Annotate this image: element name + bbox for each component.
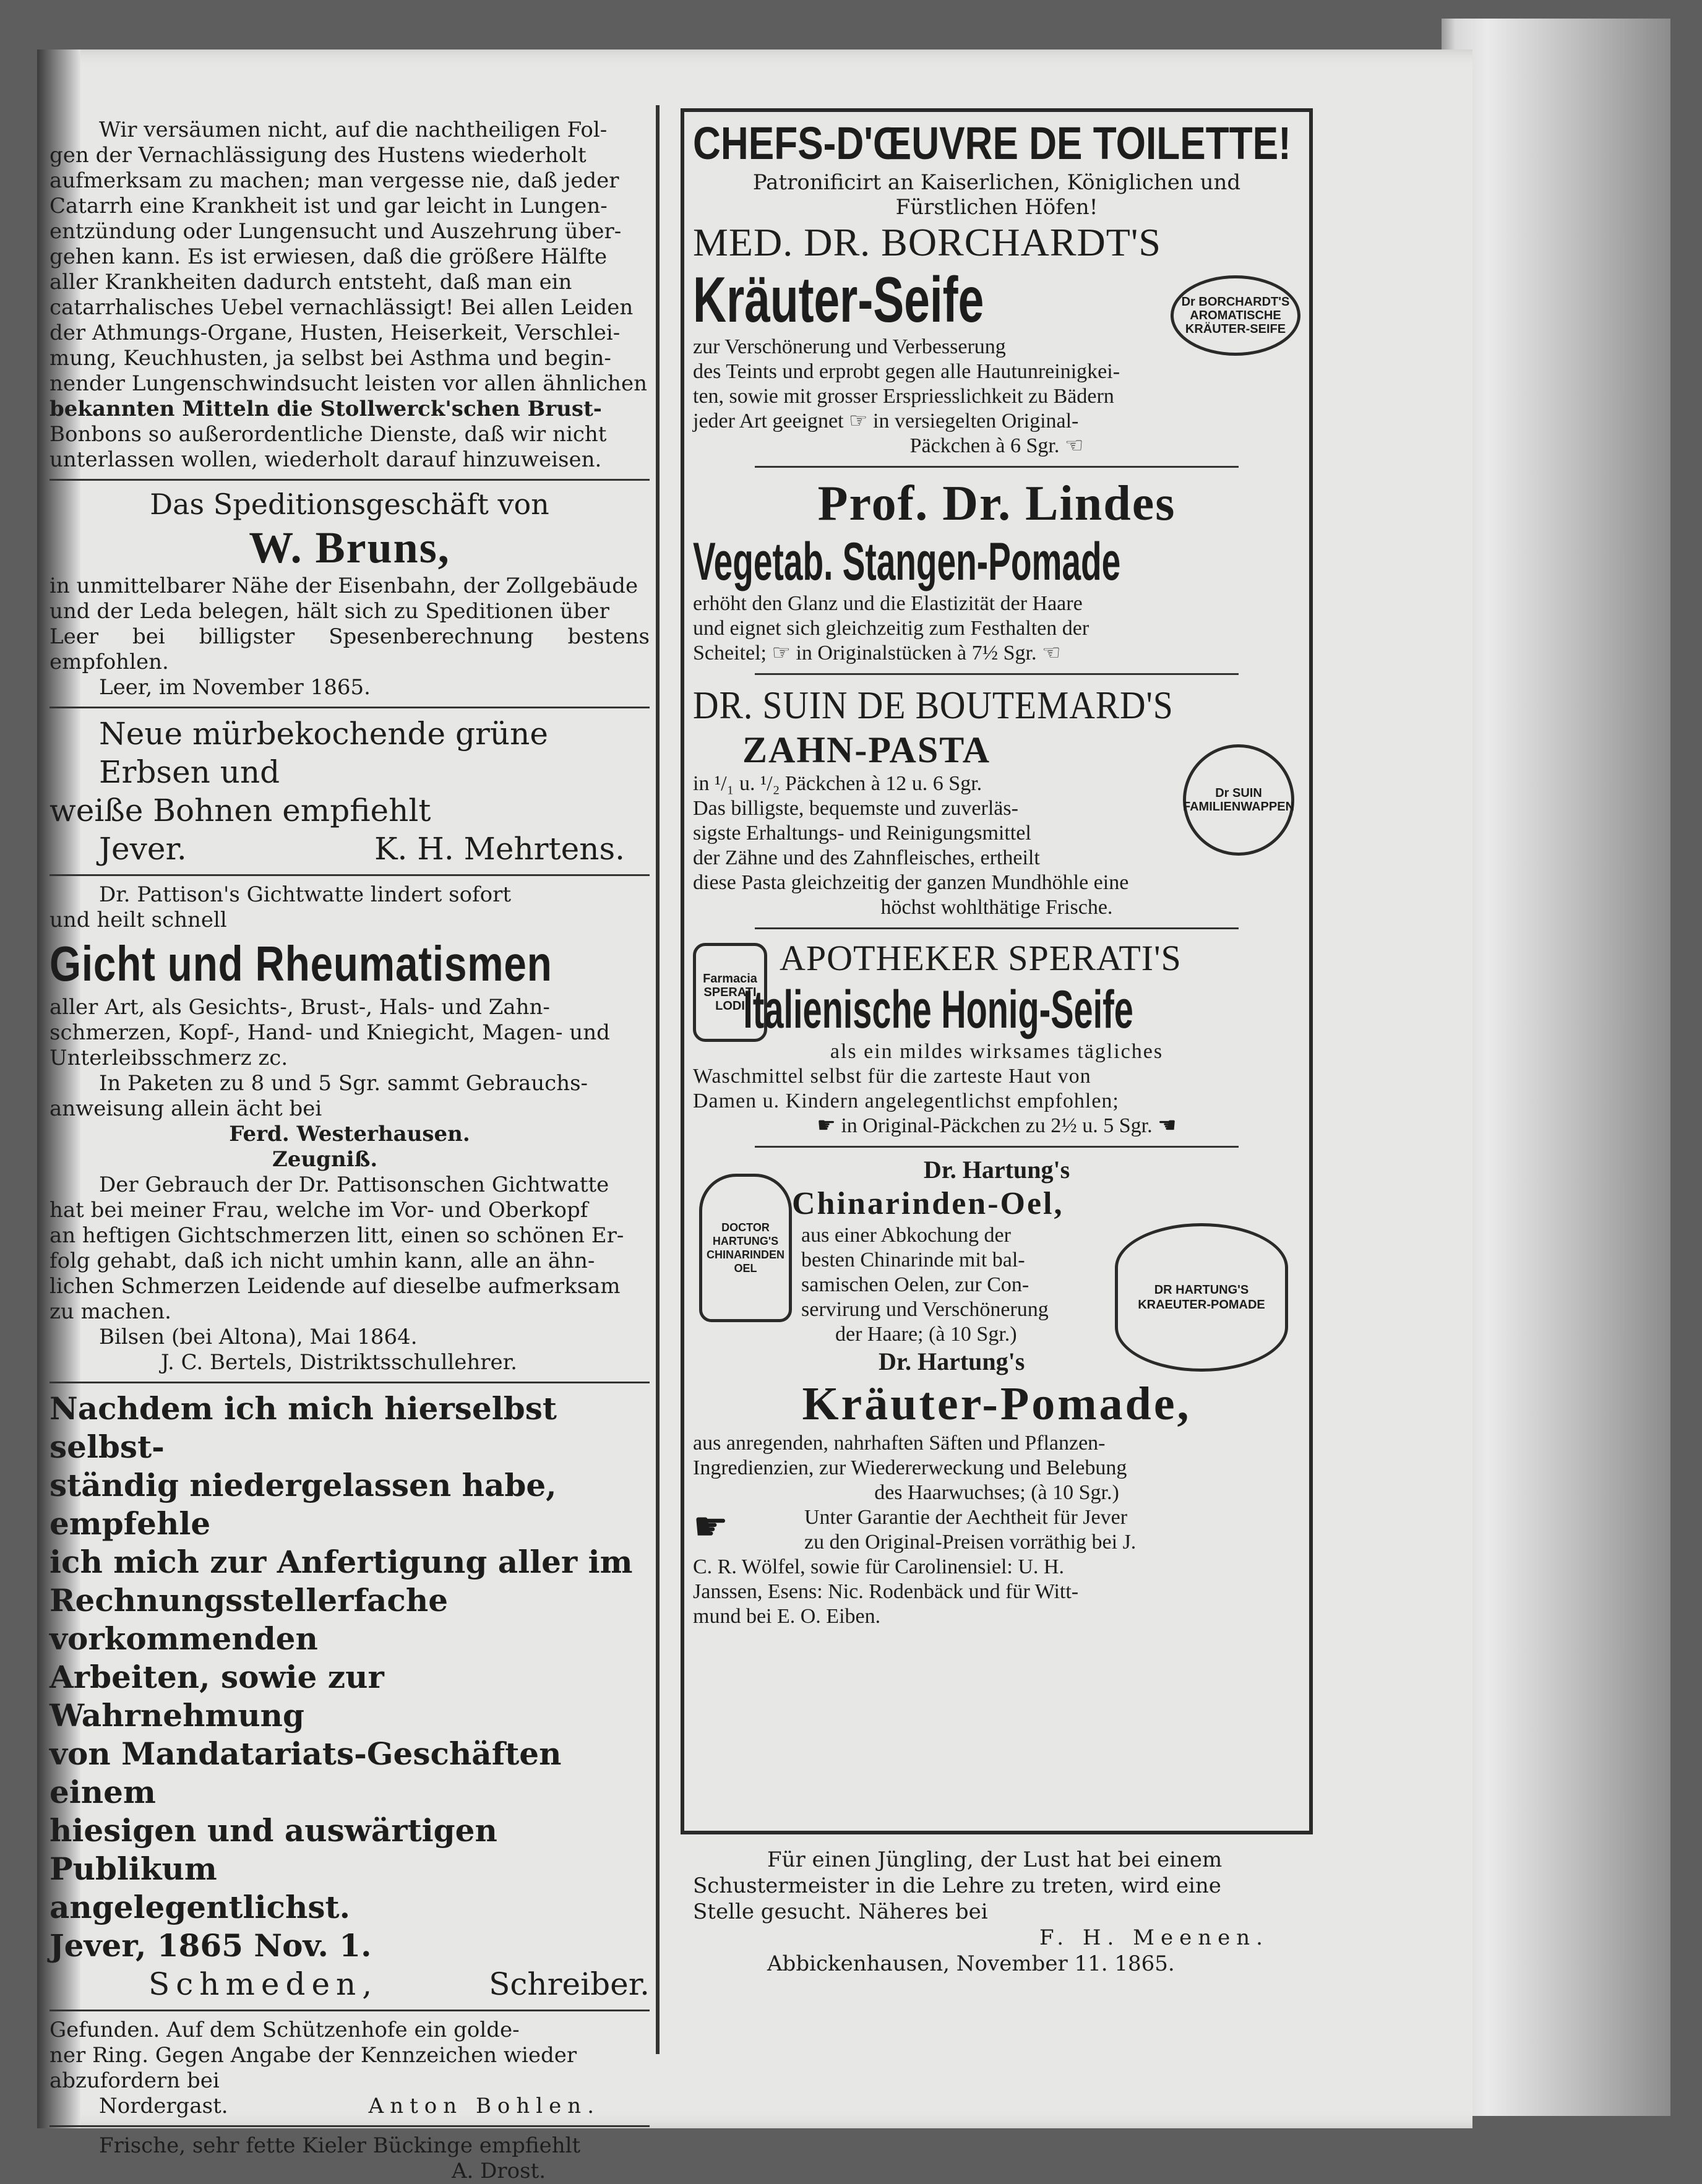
text-line: Nachdem ich mich hierselbst selbst- xyxy=(49,1390,557,1465)
text-line: aufmerksam zu machen; man vergesse nie, daß jeder xyxy=(49,168,619,193)
text-line: Janssen, Esens: Nic. Rodenbäck und für Witt- xyxy=(693,1580,1079,1603)
text-line: Leer bei billigster Spesenberechnung bestens empfohlen. xyxy=(49,624,650,674)
stollwerck-notice xyxy=(49,118,650,473)
hartung-section xyxy=(693,1155,1300,1629)
place: Nordergast. xyxy=(99,2094,228,2118)
text-line: der Athmungs-Organe, Husten, Heiserkeit, Verschlei- xyxy=(49,320,621,345)
text-line: folg gehabt, daß ich nicht umhin kann, alle an ähn- xyxy=(49,1249,595,1273)
divider xyxy=(49,874,650,876)
seal-text: Dr BORCHARDT'S AROMATISCHE KRÄUTER-SEIFE xyxy=(1181,295,1290,336)
merchant-name: A. Drost. xyxy=(452,2159,546,2183)
text-line: Stelle gesucht. Näheres bei xyxy=(693,1899,988,1924)
gefunden-notice xyxy=(49,2018,650,2119)
text-line: in ¹/₁ u. ¹/₂ Päckchen à 12 u. 6 Sgr. xyxy=(693,772,982,795)
suin-seal xyxy=(1183,744,1294,856)
text-line: Arbeiten, sowie zur Wahrnehmung xyxy=(49,1659,384,1734)
divider xyxy=(755,927,1239,929)
borchardt-seal xyxy=(1171,275,1300,356)
text-line: besten Chinarinde mit bal- xyxy=(801,1249,1025,1271)
text-line: und heilt schnell xyxy=(49,908,227,932)
text-line: nender Lungenschwindsucht leisten vor allen ähnlichen xyxy=(49,371,647,396)
text-line: Bonbons so außerordentliche Dienste, daß wir nicht xyxy=(49,422,607,447)
place: Jever. xyxy=(99,831,187,867)
text-line: aller Krankheiten dadurch entsteht, daß man ein xyxy=(49,270,572,294)
text-line: Waschmittel selbst für die zarteste Haut von xyxy=(693,1065,1091,1088)
text-line: samischen Oelen, zur Con- xyxy=(801,1273,1029,1296)
text-line: Patronificirt an Kaiserlichen, Königlichen und xyxy=(752,170,1241,195)
contact-name: F. H. Meenen. xyxy=(1039,1925,1269,1950)
text-line: mung, Keuchhusten, ja selbst bei Asthma und begin- xyxy=(49,346,611,371)
seal-text: Dr SUIN FAMILIENWAPPEN xyxy=(1183,786,1295,814)
text-line: In Paketen zu 8 und 5 Sgr. sammt Gebrauchs- xyxy=(99,1071,588,1096)
book-page-edges xyxy=(1442,19,1670,2116)
left-column xyxy=(49,118,650,2184)
text-line: höchst wohlthätige Frische. xyxy=(880,896,1113,919)
divider xyxy=(49,707,650,708)
text-line: Gefunden. Auf dem Schützenhofe ein golde- xyxy=(49,2018,520,2042)
text-line: Das billigste, bequemste und zuverläs- xyxy=(693,797,1018,820)
product-name: ZAHN-PASTA xyxy=(742,729,991,770)
text-line: gehen kann. Es ist erwiesen, daß die größere Hälfte xyxy=(49,244,608,269)
jar-label: DR HARTUNG'S KRAEUTER-POMADE xyxy=(1138,1283,1265,1312)
product-name: Kräuter-Seife xyxy=(693,264,984,336)
text-line: an heftigen Gichtschmerzen litt, einen so schönen Er- xyxy=(49,1223,624,1248)
text-line: Ingredienzien, zur Wiedererweckung und Belebung xyxy=(693,1456,1127,1479)
product-maker: Dr. Hartung's xyxy=(923,1156,1070,1184)
text-line: Schustermeister in die Lehre zu treten, wird eine xyxy=(693,1873,1221,1898)
text-line: zu machen. xyxy=(49,1299,171,1324)
text-line: lichen Schmerzen Leidende auf dieselbe aufmerksam xyxy=(49,1274,621,1299)
schmeden-advert xyxy=(49,1390,650,2003)
text-line: als ein mildes wirksames tägliches xyxy=(830,1040,1164,1063)
seller-name: Ferd. Westerhausen. xyxy=(229,1122,470,1146)
text-line: zur Verschönerung und Verbesserung xyxy=(693,335,1006,358)
text-line: Der Gebrauch der Dr. Pattisonschen Gichtwatte xyxy=(99,1172,609,1197)
sperati-section xyxy=(693,937,1300,1138)
product-name: Italienische Honig-Seife xyxy=(743,980,1133,1039)
text-line: Dr. Pattison's Gichtwatte lindert sofort xyxy=(99,882,512,907)
text-line: erhöht den Glanz und die Elastizität der Haare xyxy=(693,592,1083,615)
divider xyxy=(755,673,1239,675)
text-line: Damen u. Kindern angelegentlichst empfohlen; xyxy=(693,1090,1119,1112)
text-line: C. R. Wölfel, sowie für Carolinensiel: U. H. xyxy=(693,1555,1064,1578)
text-line: anweisung allein ächt bei xyxy=(49,1096,322,1121)
text-line: hiesigen und auswärtigen Publikum xyxy=(49,1812,497,1887)
text-line: hat bei meiner Frau, welche im Vor- und Oberkopf xyxy=(49,1198,588,1223)
text-line: aus anregenden, nahrhaften Säften und Pflanzen- xyxy=(693,1432,1106,1455)
product-maker: MED. DR. BORCHARDT'S xyxy=(693,220,1161,264)
text-line: Unterleibsschmerz zc. xyxy=(49,1046,288,1070)
text-line: des Teints und erprobt gegen alle Hautunreinigkei- xyxy=(693,360,1120,383)
pattison-advert xyxy=(49,882,650,1375)
text-line: ten, sowie mit grosser Erspriesslichkeit zu Bädern xyxy=(693,385,1114,408)
product-maker: Dr. Hartung's xyxy=(879,1348,1025,1375)
product-name: Vegetab. Stangen-Pomade xyxy=(693,532,1121,591)
text-line: abzufordern bei xyxy=(49,2068,220,2093)
text-line: jeder Art geeignet ☞ in versiegelten Original- xyxy=(693,410,1079,432)
product-name: Kräuter-Pomade, xyxy=(802,1378,1192,1430)
text-line: sigste Erhaltungs- und Reinigungsmittel xyxy=(693,822,1031,845)
place-date: Abbickenhausen, November 11. 1865. xyxy=(767,1951,1175,1976)
advert-date: Leer, im November 1865. xyxy=(99,675,371,700)
text-line: aus einer Abkochung der xyxy=(801,1224,1011,1247)
advert-date: Jever, 1865 Nov. 1. xyxy=(49,1927,372,1964)
product-maker: Prof. Dr. Lindes xyxy=(817,476,1176,531)
text-line: Päckchen à 6 Sgr. ☜ xyxy=(909,434,1084,457)
product-maker: DR. SUIN DE BOUTEMARD'S xyxy=(693,683,1174,727)
guarantee-block xyxy=(693,1505,1300,1629)
text-line: Neue mürbekochende grüne Erbsen und xyxy=(99,716,548,790)
text-line: Unter Garantie der Aechtheit für Jever xyxy=(804,1506,1128,1529)
divider xyxy=(49,479,650,481)
signer-name: Schmeden, xyxy=(148,1966,379,2002)
text-line: Frische, sehr fette Kieler Bückinge empfiehlt xyxy=(99,2133,581,2158)
text-line: servirung und Verschönerung xyxy=(801,1298,1049,1321)
text-line: Für einen Jüngling, der Lust hat bei einem xyxy=(767,1847,1223,1872)
finder-name: Anton Bohlen. xyxy=(368,2094,600,2118)
text-line: diese Pasta gleichzeitig der ganzen Mundhöhle eine xyxy=(693,871,1129,894)
product-name: Chinarinden-Oel, xyxy=(792,1186,1064,1221)
signer: J. C. Bertels, Distriktsschullehrer. xyxy=(161,1350,517,1375)
text-line: Scheitel; ☞ in Originalstücken à 7½ Sgr. ☜ xyxy=(693,642,1061,664)
text-line: schmerzen, Kopf-, Hand- und Kniegicht, Magen- und xyxy=(49,1020,610,1045)
erbsen-advert xyxy=(49,715,650,868)
text-line: catarrhalisches Uebel vernachlässigt! Bei allen Leiden xyxy=(49,295,634,320)
hartung-jar-illustration xyxy=(1115,1223,1288,1372)
text-line: angelegentlichst. xyxy=(49,1889,350,1925)
text-line: ner Ring. Gegen Angabe der Kennzeichen wieder xyxy=(49,2043,577,2068)
juengling-notice xyxy=(693,1847,1312,1977)
text-line: bekannten Mitteln die Stollwerck'schen Brust- xyxy=(49,397,602,421)
text-line: der Haare; (à 10 Sgr.) xyxy=(835,1323,1017,1346)
signature-line xyxy=(49,830,650,868)
text-line: mund bei E. O. Eiben. xyxy=(693,1605,881,1628)
text-line: aller Art, als Gesichts-, Brust-, Hals- und Zahn- xyxy=(49,995,550,1020)
text-line: des Haarwuchses; (à 10 Sgr.) xyxy=(874,1481,1119,1504)
signature-line xyxy=(49,1965,650,2003)
text-line: und eignet sich gleichzeitig zum Festhalten der xyxy=(693,617,1090,640)
text-line: zu den Original-Preisen vorräthig bei J. xyxy=(804,1531,1137,1554)
seal-text: Farmacia SPERATI LODI xyxy=(703,972,757,1013)
text-line: weiße Bohnen empfiehlt xyxy=(49,793,431,828)
signature-line xyxy=(49,2094,650,2119)
divider xyxy=(49,2010,650,2011)
divider xyxy=(755,466,1239,468)
toilette-advert-box xyxy=(681,108,1313,1834)
hartung-bottle-illustration xyxy=(699,1174,792,1322)
text-line: von Mandatariats-Geschäften einem xyxy=(49,1735,562,1810)
lindes-section xyxy=(693,475,1300,666)
advert-heading: Das Speditionsgeschäft von xyxy=(150,488,549,521)
advert-banner: CHEFS-D'ŒUVRE DE TOILETTE! xyxy=(693,118,1291,169)
merchant-name: K. H. Mehrtens. xyxy=(374,831,625,867)
text-line: ständig niedergelassen habe, empfehle xyxy=(49,1467,557,1542)
bruns-advert xyxy=(49,487,650,700)
signer-title: Schreiber. xyxy=(489,1966,650,2002)
text-line: Catarrh eine Krankheit ist und gar leicht in Lungen- xyxy=(49,194,608,218)
text-line: gen der Vernachlässigung des Hustens wiederholt xyxy=(49,143,587,168)
text-line: entzündung oder Lungensucht und Auszehrung über- xyxy=(49,219,622,244)
pointing-hand-icon: ☛ xyxy=(693,1504,729,1550)
text-line: und der Leda belegen, hält sich zu Speditionen über xyxy=(49,599,609,624)
suin-section xyxy=(693,682,1300,920)
divider xyxy=(755,1146,1239,1148)
advert-headline: Gicht und Rheumatismen xyxy=(49,936,552,991)
text-line: ich mich zur Anfertigung aller im xyxy=(49,1544,633,1580)
divider xyxy=(49,1382,650,1383)
divider xyxy=(49,2125,650,2127)
testimonial-heading: Zeugniß. xyxy=(272,1147,378,1172)
text-line: Wir versäumen nicht, auf die nachtheiligen Fol- xyxy=(99,118,608,142)
place-date: Bilsen (bei Altona), Mai 1864. xyxy=(99,1325,418,1349)
buecking-advert xyxy=(49,2133,650,2184)
text-line: der Zähne und des Zahnfleisches, ertheilt xyxy=(693,846,1040,869)
text-line: Rechnungsstellerfache vorkommenden xyxy=(49,1582,449,1657)
product-maker: APOTHEKER SPERATI'S xyxy=(780,938,1182,978)
company-name: W. Bruns, xyxy=(249,523,450,572)
text-line: unterlassen wollen, wiederholt darauf hinzuweisen. xyxy=(49,447,602,472)
text-line: Fürstlichen Höfen! xyxy=(895,195,1098,220)
text-line: in unmittelbarer Nähe der Eisenbahn, der Zollgebäude xyxy=(49,574,638,598)
column-divider xyxy=(656,105,660,2054)
text-line: ☛ in Original-Päckchen zu 2½ u. 5 Sgr. ☚ xyxy=(817,1114,1177,1137)
borchardt-section xyxy=(693,220,1300,458)
bottle-label: DOCTOR HARTUNG'S CHINARINDEN OEL xyxy=(707,1221,784,1275)
